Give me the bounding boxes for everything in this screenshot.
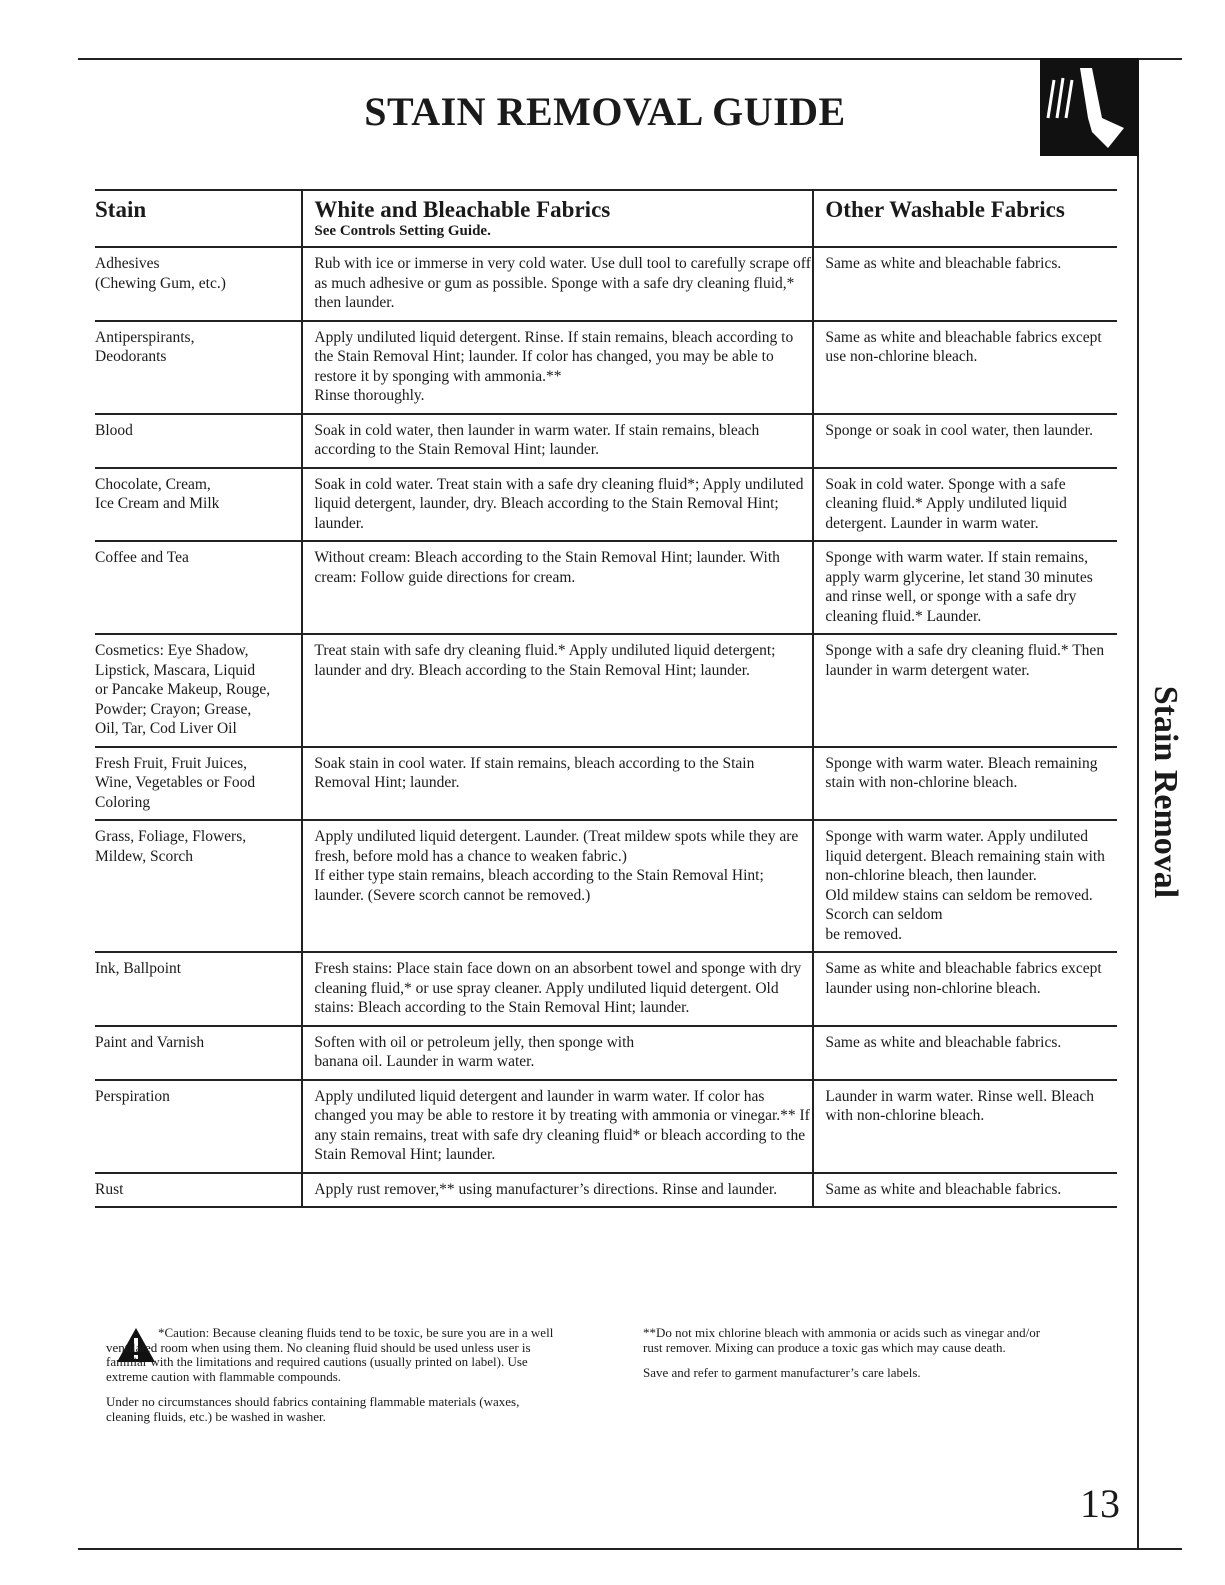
stain-cell: Cosmetics: Eye Shadow, Lipstick, Mascara, Liquid or Pancake Makeup, Rouge, Powder; Crayon; Grease, Oil, Tar, Cod Liver Oil [95,634,302,747]
white-fabrics-cell: Apply undiluted liquid detergent. Launder. (Treat mildew spots while they are fresh, before mold has a chance to weaken fabric.) If either type stain remains, bleach according to the Stain Removal Hint; launder. (Severe scorch cannot be removed.) [302,820,813,952]
table-row [95,952,1117,1026]
stain-cell: Ink, Ballpoint [95,952,302,1026]
table-row [95,1026,1117,1080]
other-fabrics-cell: Same as white and bleachable fabrics. [813,1026,1117,1080]
white-fabrics-cell: Apply undiluted liquid detergent and launder in warm water. If color has changed you may be able to restore it by treating with ammonia or vinegar.** If any stain remains, treat with safe dry cleaning fluid* or bleach according to the Stain Removal Hint; launder. [302,1080,813,1173]
white-fabrics-cell: Apply undiluted liquid detergent. Rinse. If stain remains, bleach according to the Stain Removal Hint; launder. If color has changed, you may be able to restore it by sponging with ammonia.** Rinse thoroughly. [302,321,813,414]
header-stain: Stain [95,190,302,247]
stain-removal-table [95,189,1117,1208]
table-row [95,321,1117,414]
hand-logo-icon [1040,58,1139,156]
table-row [95,541,1117,634]
header-white-fabrics: White and Bleachable Fabrics See Controls Setting Guide. [302,190,813,247]
other-fabrics-cell: Soak in cold water. Sponge with a safe cleaning fluid.* Apply undiluted liquid detergent. Launder in warm water. [813,468,1117,542]
table-row [95,1173,1117,1208]
stain-cell: Rust [95,1173,302,1208]
white-fabrics-cell: Apply rust remover,** using manufacturer’s directions. Rinse and launder. [302,1173,813,1208]
stain-cell: Chocolate, Cream, Ice Cream and Milk [95,468,302,542]
white-fabrics-cell: Rub with ice or immerse in very cold water. Use dull tool to carefully scrape off as much adhesive or gum as possible. Sponge with a safe dry cleaning fluid,* then launder. [302,247,813,321]
stain-cell: Coffee and Tea [95,541,302,634]
other-fabrics-cell: Same as white and bleachable fabrics. [813,247,1117,321]
table-row [95,634,1117,747]
stain-cell: Grass, Foliage, Flowers, Mildew, Scorch [95,820,302,952]
header-other-fabrics: Other Washable Fabrics [813,190,1117,247]
table-row [95,1080,1117,1173]
stain-cell: Antiperspirants, Deodorants [95,321,302,414]
other-fabrics-cell: Same as white and bleachable fabrics except launder using non-chlorine bleach. [813,952,1117,1026]
footnotes-right [643,1326,1053,1392]
white-fabrics-cell: Soak in cold water. Treat stain with a safe dry cleaning fluid*; Apply undiluted liquid detergent, launder, dry. Bleach according to the Stain Removal Hint; launder. [302,468,813,542]
top-rule [78,58,1182,60]
white-fabrics-cell: Fresh stains: Place stain face down on an absorbent towel and sponge with dry cleaning fluid,* or use spray cleaner. Apply undiluted liquid detergent. Old stains: Bleach according to the Stain Removal Hint; launder. [302,952,813,1026]
other-fabrics-cell: Same as white and bleachable fabrics except use non-chlorine bleach. [813,321,1117,414]
stain-cell: Adhesives (Chewing Gum, etc.) [95,247,302,321]
other-fabrics-cell: Sponge with warm water. If stain remains, apply warm glycerine, let stand 30 minutes and rinse well, or sponge with a safe dry cleaning fluid.* Launder. [813,541,1117,634]
other-fabrics-cell: Sponge or soak in cool water, then launder. [813,414,1117,468]
table-row [95,414,1117,468]
table-row [95,747,1117,821]
white-fabrics-cell: Without cream: Bleach according to the Stain Removal Hint; launder. With cream: Follow guide directions for cream. [302,541,813,634]
table-header-row [95,190,1117,247]
stain-cell: Perspiration [95,1080,302,1173]
page-title: STAIN REMOVAL GUIDE [364,89,846,134]
white-fabrics-cell: Soak in cold water, then launder in warm water. If stain remains, bleach according to the Stain Removal Hint; launder. [302,414,813,468]
section-tab-label: Stain Removal [1147,685,1184,899]
other-fabrics-cell: Launder in warm water. Rinse well. Bleach with non-chlorine bleach. [813,1080,1117,1173]
other-fabrics-cell: Sponge with a safe dry cleaning fluid.* Then launder in warm detergent water. [813,634,1117,747]
white-fabrics-cell: Treat stain with safe dry cleaning fluid.* Apply undiluted liquid detergent; launder and dry. Bleach according to the Stain Removal Hint; launder. [302,634,813,747]
table-row [95,468,1117,542]
other-fabrics-cell: Sponge with warm water. Apply undiluted liquid detergent. Bleach remaining stain with non-chlorine bleach, then launder. Old mildew stains can seldom be removed. Scorch can seldom be removed. [813,820,1117,952]
other-fabrics-cell: Same as white and bleachable fabrics. [813,1173,1117,1208]
stain-cell: Paint and Varnish [95,1026,302,1080]
other-fabrics-cell: Sponge with warm water. Bleach remaining stain with non-chlorine bleach. [813,747,1117,821]
table-row [95,820,1117,952]
section-tab [1145,672,1185,912]
mix-warning-note: **Do not mix chlorine bleach with ammonia or acids such as vinegar and/or rust remover. Mixing can produce a toxic gas which may cause death. [643,1325,1041,1355]
care-label-note: Save and refer to garment manufacturer’s care labels. [643,1365,921,1380]
stain-cell: Blood [95,414,302,468]
white-fabrics-cell: Soak stain in cool water. If stain remains, bleach according to the Stain Removal Hint; launder. [302,747,813,821]
bottom-rule [78,1548,1182,1550]
caution-note: *Caution: Because cleaning fluids tend to be toxic, be sure you are in a well ventilated room when using them. No cleaning fluid should be used unless user is familiar with the limitations and required cautions (usually printed on label). Use extreme caution with flammable compounds. [106,1325,554,1384]
footnotes-left [106,1326,561,1435]
right-rail [1137,58,1139,1550]
flammable-note: Under no circumstances should fabrics containing flammable materials (waxes, cleaning fluids, etc.) be washed in washer. [106,1394,520,1424]
page-number: 13 [1080,1481,1120,1526]
white-fabrics-cell: Soften with oil or petroleum jelly, then sponge with banana oil. Launder in warm water. [302,1026,813,1080]
header-white-subtitle: See Controls Setting Guide. [314,223,491,239]
table-row [95,247,1117,321]
stain-cell: Fresh Fruit, Fruit Juices, Wine, Vegetables or Food Coloring [95,747,302,821]
